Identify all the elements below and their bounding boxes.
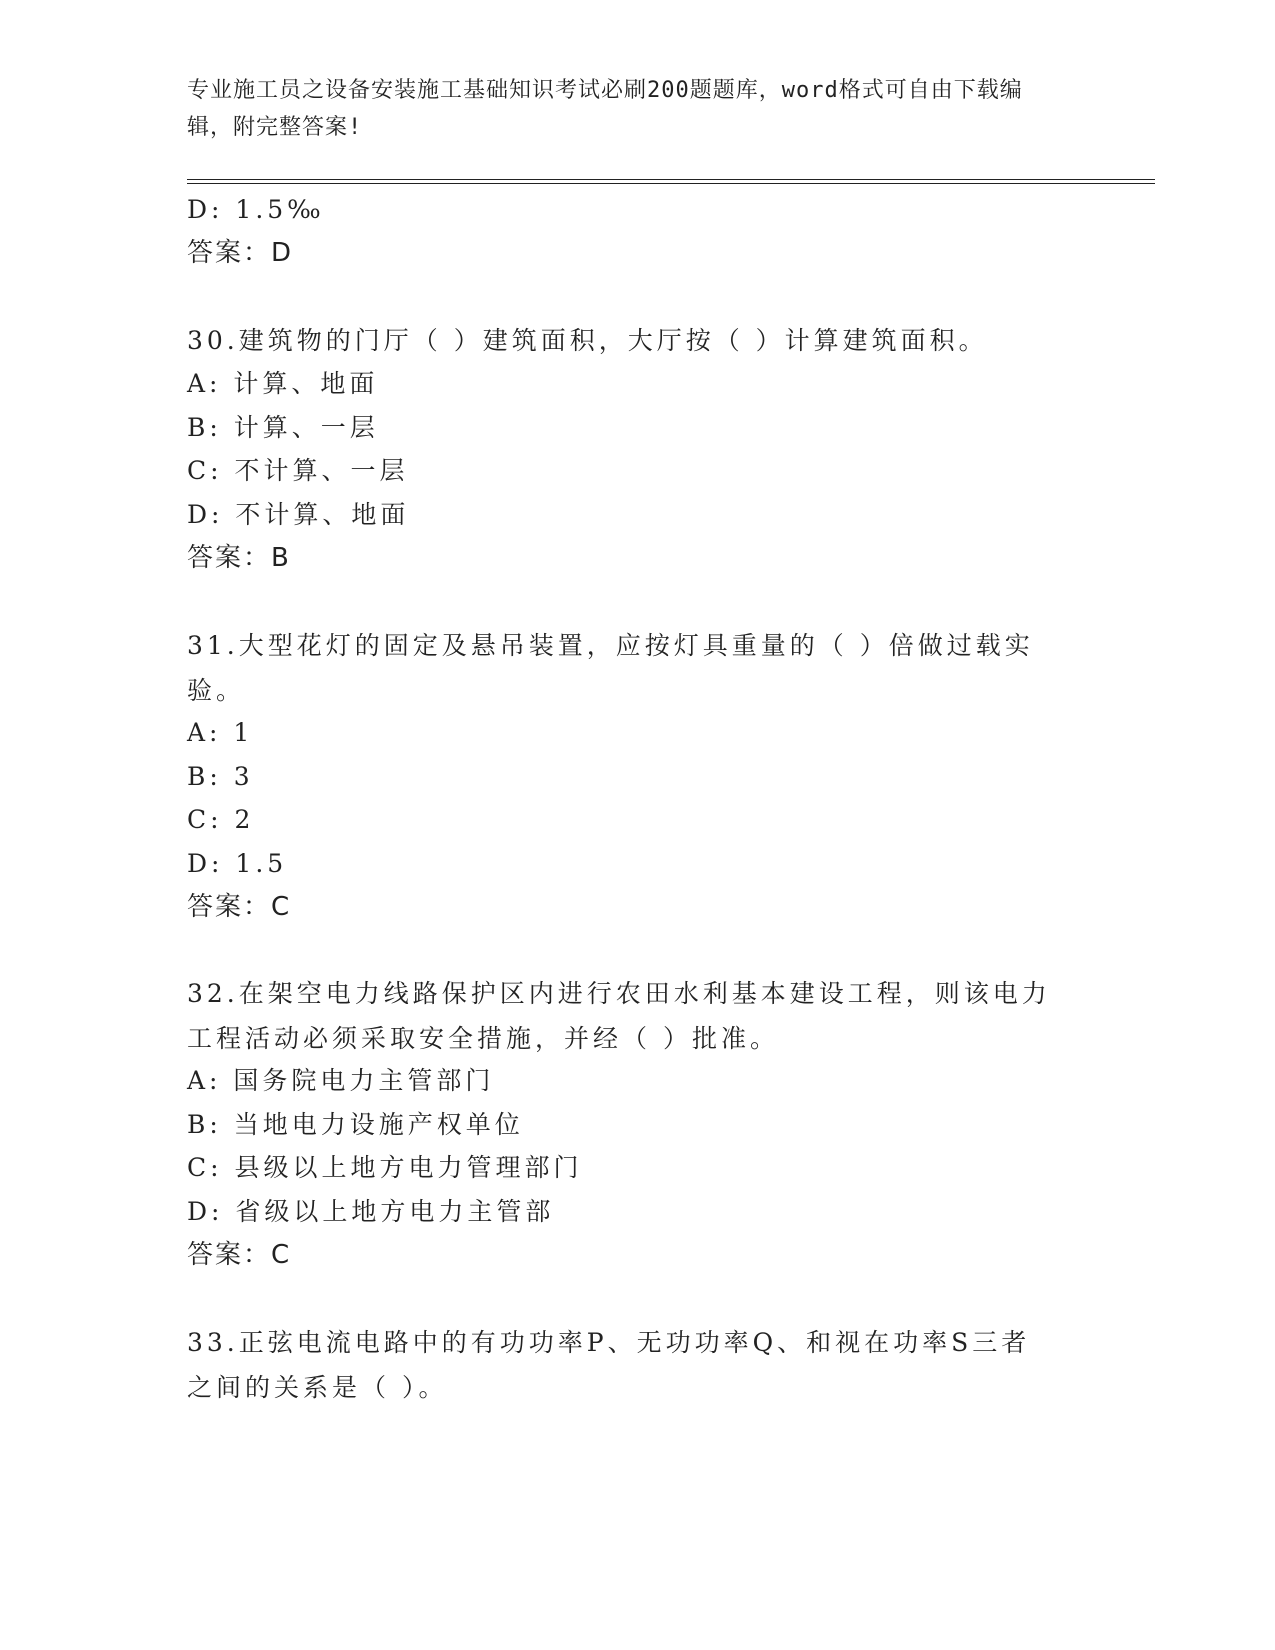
question-32-answer: 答案：C <box>187 1240 292 1270</box>
header-divider-bottom <box>187 183 1155 184</box>
question-30-answer: 答案：B <box>187 543 291 573</box>
question-32-stem: 32.在架空电力线路保护区内进行农田水利基本建设工程，则该电力工程活动必须采取安全措施，并经（ ）批准。 <box>187 979 1051 1053</box>
document-header: 专业施工员之设备安装施工基础知识考试必刷200题题库，word格式可自由下载编辑，附完整答案! <box>187 78 1023 140</box>
question-31-option-c: C: 2 <box>187 805 255 834</box>
question-32-option-b: B: 当地电力设施产权单位 <box>187 1110 524 1139</box>
option-d-prev: D: 1.5‰ <box>187 195 325 224</box>
question-32-option-c: C: 县级以上地方电力管理部门 <box>187 1153 583 1182</box>
question-31-option-d: D: 1.5 <box>187 849 288 878</box>
question-30-option-d: D: 不计算、地面 <box>187 500 410 529</box>
question-30-option-c: C: 不计算、一层 <box>187 456 409 485</box>
question-33-stem: 33.正弦电流电路中的有功功率P、无功功率Q、和视在功率S三者之间的关系是（ ）。 <box>187 1328 1031 1402</box>
question-31-stem: 31.大型花灯的固定及悬吊装置，应按灯具重量的（ ）倍做过载实验。 <box>187 631 1034 705</box>
question-32-option-d: D: 省级以上地方电力主管部 <box>187 1197 555 1226</box>
header-divider-top <box>187 179 1155 180</box>
question-30-option-b: B: 计算、一层 <box>187 413 379 442</box>
answer-prev: 答案：D <box>187 238 294 268</box>
question-30-option-a: A: 计算、地面 <box>187 369 379 398</box>
question-32-option-a: A: 国务院电力主管部门 <box>187 1066 495 1095</box>
question-31-answer: 答案：C <box>187 892 292 922</box>
question-30-stem: 30.建筑物的门厅（ ）建筑面积，大厅按（ ）计算建筑面积。 <box>187 326 988 355</box>
question-31-option-a: A: 1 <box>187 718 254 747</box>
question-31-option-b: B: 3 <box>187 762 254 791</box>
